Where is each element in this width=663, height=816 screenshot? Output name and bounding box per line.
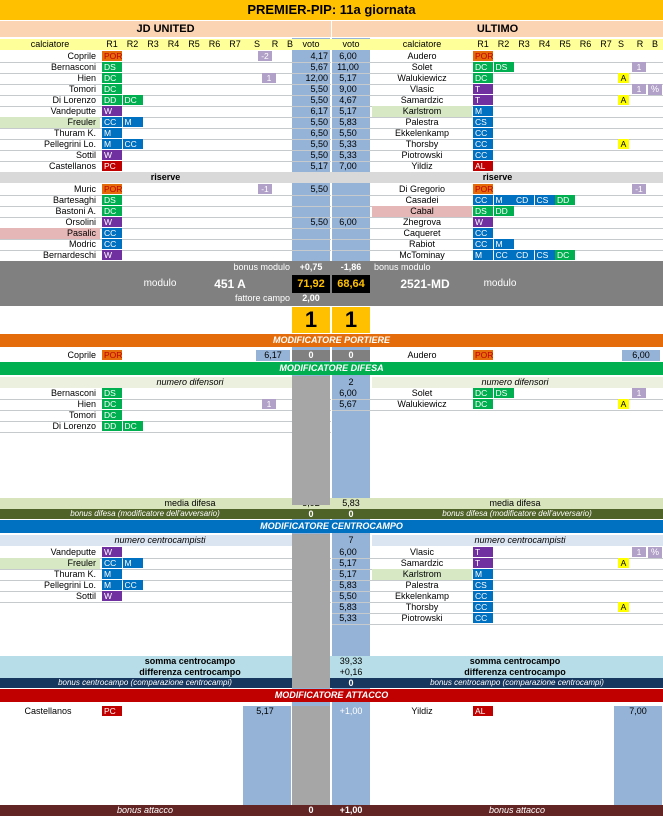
player-name: Bernardeschi xyxy=(42,250,96,260)
extra-flag: % xyxy=(648,547,662,558)
away-bonus-cc: 0 xyxy=(348,678,354,688)
player-role-extra: CS xyxy=(535,250,555,260)
player-role: POR xyxy=(104,51,123,61)
header-away-r2: R2 xyxy=(497,39,510,49)
attacco-home-voto: 5,17 xyxy=(256,706,274,716)
attacco-home-voto-col xyxy=(243,706,291,806)
fattore-campo-label: fattore campo xyxy=(234,293,290,303)
player-name: Sottil xyxy=(75,150,96,160)
player-role: T xyxy=(473,547,493,557)
player-name: Samardzic xyxy=(400,558,444,568)
player-role: CC xyxy=(102,228,122,238)
player-role-secondary: DS xyxy=(494,388,514,398)
player-role: M xyxy=(102,128,122,138)
player-role: DC xyxy=(102,410,122,420)
player-name: Karlstrom xyxy=(402,569,442,579)
player-role: M xyxy=(102,139,122,149)
player-role: DD xyxy=(102,95,122,105)
header-away-r4: R4 xyxy=(538,39,551,49)
away-bonus-modulo: -1,86 xyxy=(340,262,362,272)
away-somma-cc: 39,33 xyxy=(339,656,363,666)
home-gray-col xyxy=(292,534,330,688)
away-cc-count: 7 xyxy=(348,535,354,545)
player-name: Zhegrova xyxy=(402,217,442,227)
player-role: CC xyxy=(473,195,493,205)
portiere-away-role: POR xyxy=(475,350,494,360)
riserve-label-away: riserve xyxy=(482,172,513,182)
player-role-extra: DC xyxy=(555,250,575,260)
player-name: Piotrowski xyxy=(401,150,443,160)
s-value: -2 xyxy=(258,51,272,61)
player-role: CC xyxy=(473,139,493,149)
bonus-cc-label-away: bonus centrocampo (comparazione centrocampi) xyxy=(430,678,604,687)
section-portiere: MODIFICATORE PORTIERE xyxy=(0,334,663,347)
player-voto: 5,17 xyxy=(339,73,357,83)
away-goals: 1 xyxy=(332,307,370,333)
player-name: Di Gregorio xyxy=(398,184,445,194)
bonus-modulo-label: bonus modulo xyxy=(233,262,290,272)
player-voto: 6,17 xyxy=(310,106,328,116)
section-difesa: MODIFICATORE DIFESA xyxy=(0,362,663,375)
numero-difensori-label: numero difensori xyxy=(156,377,224,387)
header-b: B xyxy=(286,39,293,49)
player-role: W xyxy=(102,547,122,557)
player-name: Bastoni A. xyxy=(55,206,96,216)
player-role: CC xyxy=(473,239,493,249)
player-name: Freuler xyxy=(67,558,96,568)
header-away-r: R xyxy=(636,39,644,49)
player-role: CC xyxy=(473,591,493,601)
section-centrocampo: MODIFICATORE CENTROCAMPO xyxy=(0,520,663,533)
extra-flag: % xyxy=(648,84,662,95)
player-role-extra: DD xyxy=(555,195,575,205)
player-voto: 5,83 xyxy=(339,117,357,127)
page-title: PREMIER-PIP: 11a giornata xyxy=(0,0,663,20)
numero-difensori-label-away: numero difensori xyxy=(481,377,549,387)
player-voto: 5,33 xyxy=(339,150,357,160)
player-name: Thuram K. xyxy=(53,569,96,579)
attacco-away-name: Yildiz xyxy=(411,706,433,716)
player-role: DC xyxy=(473,399,493,409)
riserve-label-home: riserve xyxy=(150,172,181,182)
portiere-home-voto: 6,17 xyxy=(256,350,290,361)
player-voto: 5,67 xyxy=(310,62,328,72)
portiere-away-name: Audero xyxy=(407,350,437,360)
player-role: DC xyxy=(102,399,122,409)
player-name: Sottil xyxy=(75,591,96,601)
player-role: M xyxy=(102,569,122,579)
attacco-home-role: PC xyxy=(102,706,122,716)
player-name: Orsolini xyxy=(65,217,96,227)
header-calciatore: calciatore xyxy=(30,39,70,49)
row-divider xyxy=(332,410,663,411)
home-bonus-difesa: 0 xyxy=(308,509,314,519)
header-calciatore-away: calciatore xyxy=(402,39,442,49)
player-name: Hien xyxy=(77,399,96,409)
player-voto: 5,33 xyxy=(339,139,357,149)
s-value: A xyxy=(618,95,629,105)
r-value: 1 xyxy=(632,388,646,398)
player-name: Yildiz xyxy=(411,161,433,171)
modulo-label-away: modulo xyxy=(483,278,517,289)
header-r1: R1 xyxy=(106,39,118,49)
player-role: W xyxy=(102,150,122,160)
player-voto: 5,50 xyxy=(310,139,328,149)
player-role-secondary: M xyxy=(123,117,143,127)
player-voto: 6,50 xyxy=(310,128,328,138)
player-voto: 11,00 xyxy=(337,62,359,72)
away-media-difesa: 5,83 xyxy=(342,498,360,508)
player-name: Thuram K. xyxy=(53,128,96,138)
away-difesa-count: 2 xyxy=(348,377,354,387)
portiere-home-val: 0 xyxy=(292,350,330,361)
player-name: Ekkelenkamp xyxy=(394,128,450,138)
header-r6: R6 xyxy=(208,39,221,49)
header-away-r5: R5 xyxy=(559,39,571,49)
r-value: 1 xyxy=(632,84,646,94)
player-role: W xyxy=(102,591,122,601)
player-role: DC xyxy=(473,62,493,72)
player-name: Audero xyxy=(407,51,437,61)
player-role: CC xyxy=(473,128,493,138)
player-name: Pellegrini Lo. xyxy=(43,580,96,590)
attacco-away-role: AL xyxy=(473,706,493,716)
player-name: Walukiewicz xyxy=(397,73,447,83)
bonus-attacco-label: bonus attacco xyxy=(116,805,174,815)
player-role: T xyxy=(473,558,493,568)
player-name: Vlasic xyxy=(409,547,434,557)
player-role: DD xyxy=(102,421,122,431)
r-value: -1 xyxy=(632,184,646,194)
player-role: DC xyxy=(102,73,122,83)
player-name: Palestra xyxy=(405,580,439,590)
player-voto: 6,00 xyxy=(339,217,357,227)
s-value: A xyxy=(618,139,629,149)
bonus-attacco-label-away: bonus attacco xyxy=(488,805,546,815)
player-name: Samardzic xyxy=(400,95,444,105)
player-role: DC xyxy=(102,206,122,216)
player-voto: 5,83 xyxy=(339,580,357,590)
player-name: Thorsby xyxy=(405,139,439,149)
player-role: DC xyxy=(473,388,493,398)
differenza-cc-label-away: differenza centrocampo xyxy=(464,667,566,677)
portiere-home-name: Coprile xyxy=(67,350,96,360)
player-role-extra: CS xyxy=(535,195,555,205)
home-bonus-modulo: +0,75 xyxy=(299,262,323,272)
attacco-home-gray xyxy=(292,706,330,806)
away-team-name: ULTIMO xyxy=(332,21,663,37)
player-voto: 6,00 xyxy=(339,388,357,398)
header-r4: R4 xyxy=(167,39,180,49)
player-name: Thorsby xyxy=(405,602,439,612)
player-name: Bernasconi xyxy=(50,62,96,72)
header-away-r7: R7 xyxy=(600,39,612,49)
numero-centrocampisti-label-away: numero centrocampisti xyxy=(474,535,566,545)
header-voto-away: voto xyxy=(342,39,360,49)
player-role: DS xyxy=(102,195,122,205)
player-role: CC xyxy=(473,613,493,623)
header-away-r1: R1 xyxy=(477,39,489,49)
attacco-away-voto-col xyxy=(614,706,662,806)
player-voto: 5,17 xyxy=(339,106,357,116)
numero-centrocampisti-label: numero centrocampisti xyxy=(114,535,206,545)
header-away-s: S xyxy=(617,39,624,49)
player-role-secondary: CC xyxy=(123,139,143,149)
player-voto: 5,50 xyxy=(310,84,328,94)
player-name: Di Lorenzo xyxy=(52,421,96,431)
header-r7: R7 xyxy=(229,39,241,49)
player-name: Piotrowski xyxy=(401,613,443,623)
player-voto: 5,67 xyxy=(339,399,357,409)
player-role: CC xyxy=(473,602,493,612)
player-role-secondary: DC xyxy=(123,95,143,105)
player-role: DS xyxy=(473,206,493,216)
player-role: PC xyxy=(102,161,122,171)
row-divider xyxy=(332,624,663,625)
header-away-r6: R6 xyxy=(579,39,592,49)
player-name: Walukiewicz xyxy=(397,399,447,409)
player-name: Cabal xyxy=(410,206,434,216)
attacco-away-voto: 7,00 xyxy=(629,706,647,716)
player-role: CS xyxy=(473,580,493,590)
player-role: W xyxy=(102,106,122,116)
player-name: Ekkelenkamp xyxy=(394,591,450,601)
s-value: -1 xyxy=(258,184,272,194)
player-voto: 7,00 xyxy=(339,161,357,171)
player-name: Bernasconi xyxy=(50,388,96,398)
header-r5: R5 xyxy=(188,39,200,49)
player-role: W xyxy=(102,250,122,260)
player-voto: 5,50 xyxy=(310,184,328,194)
player-role: AL xyxy=(473,161,493,171)
player-role: W xyxy=(473,217,493,227)
media-difesa-label: media difesa xyxy=(164,498,216,508)
player-name: Coprile xyxy=(67,51,96,61)
player-role-secondary: CC xyxy=(123,580,143,590)
player-voto: 5,17 xyxy=(339,558,357,568)
player-role: M xyxy=(102,580,122,590)
home-goals: 1 xyxy=(292,307,330,333)
bonus-difesa-label: bonus difesa (modificatore dell'avversario) xyxy=(70,509,220,518)
player-name: Tomori xyxy=(68,410,96,420)
player-name: Castellanos xyxy=(48,161,96,171)
player-role: CS xyxy=(473,117,493,127)
player-name: Bartesaghi xyxy=(52,195,96,205)
player-role: POR xyxy=(475,184,494,194)
player-voto: 4,67 xyxy=(339,95,357,105)
row-divider xyxy=(0,432,331,433)
row-divider xyxy=(0,602,331,603)
s-value: A xyxy=(618,399,629,409)
player-voto: 5,17 xyxy=(310,161,328,171)
player-role-secondary: DS xyxy=(494,62,514,72)
player-name: Casadei xyxy=(405,195,439,205)
player-role: CC xyxy=(473,228,493,238)
r-value: 1 xyxy=(262,399,276,409)
player-voto: 5,50 xyxy=(339,128,357,138)
player-voto: 5,50 xyxy=(310,217,328,227)
player-role: DC xyxy=(102,84,122,94)
player-role: M xyxy=(473,250,493,260)
header-s: S xyxy=(253,39,260,49)
player-role-extra: M xyxy=(494,195,514,205)
player-name: Freuler xyxy=(67,117,96,127)
player-name: Tomori xyxy=(68,84,96,94)
player-role: POR xyxy=(104,184,123,194)
player-name: Solet xyxy=(411,388,433,398)
player-name: Pellegrini Lo. xyxy=(43,139,96,149)
player-voto: 5,17 xyxy=(339,569,357,579)
header-r2: R2 xyxy=(126,39,139,49)
home-total: 71,92 xyxy=(292,275,330,293)
header-away-r3: R3 xyxy=(518,39,530,49)
player-name: Di Lorenzo xyxy=(52,95,96,105)
player-voto: 5,50 xyxy=(310,150,328,160)
player-role: POR xyxy=(475,51,494,61)
s-value: A xyxy=(618,558,629,568)
player-name: Vlasic xyxy=(409,84,434,94)
player-role-extra: M xyxy=(494,239,514,249)
somma-cc-label: somma centrocampo xyxy=(144,656,236,666)
player-name: Palestra xyxy=(405,117,439,127)
player-name: Rabiot xyxy=(408,239,435,249)
player-voto: 5,50 xyxy=(310,95,328,105)
player-role-extra: CD xyxy=(514,250,534,260)
player-role-extra: DD xyxy=(494,206,514,216)
player-role: DS xyxy=(102,388,122,398)
home-gray-col xyxy=(292,376,330,505)
player-voto: 12,00 xyxy=(305,73,328,83)
player-role: W xyxy=(102,217,122,227)
player-role: M xyxy=(473,106,493,116)
player-role: DS xyxy=(102,62,122,72)
player-role: CC xyxy=(102,239,122,249)
somma-cc-label-away: somma centrocampo xyxy=(469,656,561,666)
player-voto: 5,33 xyxy=(339,613,357,623)
portiere-away-val: 0 xyxy=(332,350,370,361)
player-voto: 5,83 xyxy=(339,602,357,612)
player-name: Solet xyxy=(411,62,433,72)
s-value: A xyxy=(618,73,629,83)
player-role: M xyxy=(473,569,493,579)
player-role-extra: CC xyxy=(494,250,514,260)
away-modulo: 2521-MD xyxy=(400,277,450,291)
home-bonus-attacco: 0 xyxy=(308,805,314,815)
header-r3: R3 xyxy=(147,39,159,49)
away-total: 68,64 xyxy=(332,275,370,293)
away-bonus-attacco: +1,00 xyxy=(339,805,363,815)
player-name: Vandeputte xyxy=(50,106,96,116)
player-name: Karlstrom xyxy=(402,106,442,116)
fattore-campo-value: 2,00 xyxy=(302,293,320,303)
bonus-difesa-label-away: bonus difesa (modificatore dell'avversario) xyxy=(442,509,592,518)
bonus-modulo-label-away: bonus modulo xyxy=(374,262,431,272)
differenza-cc-label: differenza centrocampo xyxy=(139,667,241,677)
player-role-secondary: M xyxy=(123,558,143,568)
away-bonus-difesa: 0 xyxy=(348,509,354,519)
player-role-extra: CD xyxy=(514,195,534,205)
player-role: CC xyxy=(102,117,122,127)
r-value: 1 xyxy=(632,547,646,557)
r-value: 1 xyxy=(632,62,646,72)
player-role-secondary: DC xyxy=(123,421,143,431)
player-role: CC xyxy=(102,558,122,568)
attacco-away-bonus-top: +1,00 xyxy=(339,706,363,716)
player-name: Muric xyxy=(74,184,96,194)
player-voto: 5,50 xyxy=(310,117,328,127)
away-differenza-cc: +0,16 xyxy=(339,667,363,677)
bonus-cc-label: bonus centrocampo (comparazione centrocampi) xyxy=(58,678,232,687)
header-r: R xyxy=(271,39,279,49)
player-voto: 5,50 xyxy=(339,591,357,601)
attacco-home-name: Castellanos xyxy=(24,706,72,716)
r-value: 1 xyxy=(262,73,276,83)
s-value: A xyxy=(618,602,629,612)
player-role: T xyxy=(473,95,493,105)
home-team-name: JD UNITED xyxy=(0,21,331,37)
player-name: Caqueret xyxy=(403,228,441,238)
modulo-label: modulo xyxy=(143,278,177,289)
player-voto: 4,17 xyxy=(310,51,328,61)
player-voto: 6,00 xyxy=(339,547,357,557)
media-difesa-label-away: media difesa xyxy=(489,498,541,508)
player-voto: 9,00 xyxy=(339,84,357,94)
player-role: CC xyxy=(473,150,493,160)
player-role: DC xyxy=(473,73,493,83)
player-name: Hien xyxy=(77,73,96,83)
player-name: Pasalic xyxy=(66,228,96,238)
header-away-b: B xyxy=(651,39,658,49)
portiere-home-role: POR xyxy=(104,350,123,360)
player-name: Vandeputte xyxy=(50,547,96,557)
section-attacco: MODIFICATORE ATTACCO xyxy=(0,689,663,702)
player-name: Modric xyxy=(68,239,96,249)
home-modulo: 451 A xyxy=(214,277,246,291)
player-role: T xyxy=(473,84,493,94)
player-name: McTominay xyxy=(399,250,445,260)
player-voto: 6,00 xyxy=(339,51,357,61)
portiere-away-voto: 6,00 xyxy=(622,350,660,361)
header-voto-home: voto xyxy=(302,39,320,49)
